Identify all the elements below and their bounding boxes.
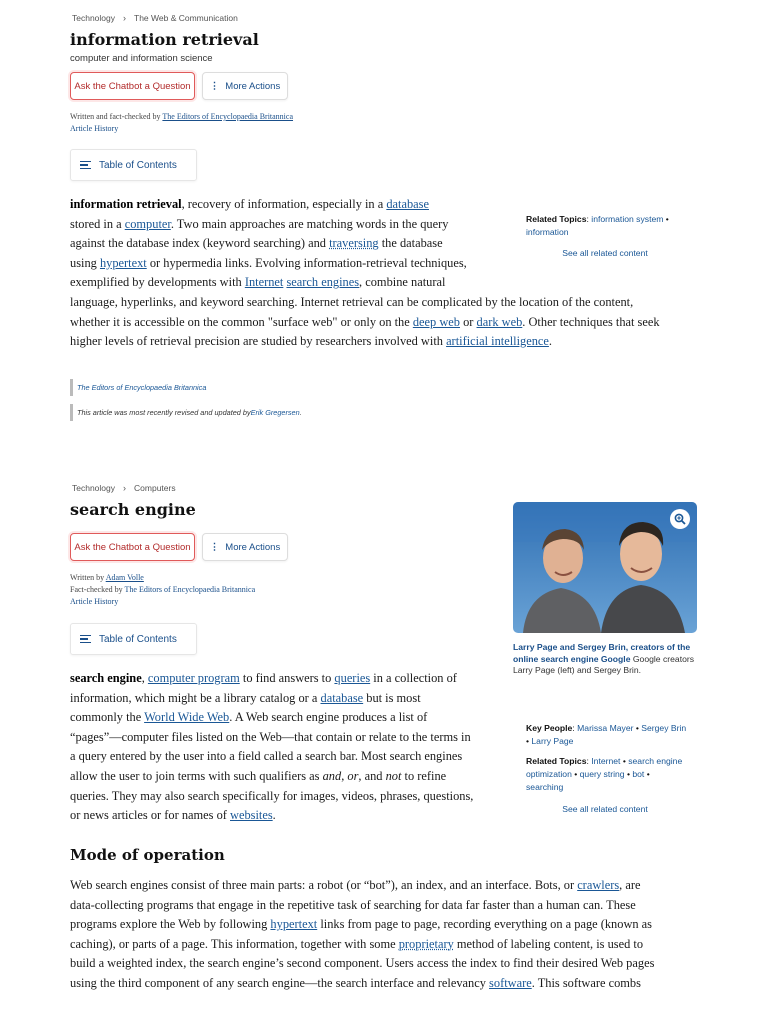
ask-chatbot-label: Ask the Chatbot a Question [74,80,191,92]
related-link-seo[interactable]: search engine optimization [526,756,683,779]
link-computer-program[interactable]: computer program [147,671,240,685]
person-link-sergey-brin[interactable]: Sergey Brin [641,723,687,733]
table-of-contents-button-2[interactable] [70,623,197,655]
related-link-searching[interactable]: searching [526,782,564,792]
byline-2 [70,572,255,608]
caption-title: Larry Page and Sergey Brin, creators of the online search engine Google [513,642,691,664]
page-subtitle: computer and information science [70,53,213,64]
page-title: information retrieval [70,30,259,49]
link-database-2[interactable]: database [320,690,364,705]
written-label: Written by [70,573,105,582]
see-all-related-link-2[interactable]: See all related content [562,804,648,814]
related-topics-label: Related Topics [526,756,587,766]
link-queries[interactable]: queries [334,671,371,685]
link-dark-web[interactable]: dark web [476,314,523,329]
link-proprietary[interactable]: proprietary [398,936,454,951]
toc-label: Table of Contents [99,633,177,645]
article-history-link[interactable]: Article History [70,124,119,133]
related-topics: Related Topics: information system • information [526,214,669,237]
link-computer[interactable]: computer [124,216,171,231]
more-vertical-icon: ⋮ [209,541,220,553]
lead-term: information retrieval [70,197,182,211]
link-search-engines[interactable]: search engines [286,275,360,290]
see-all-related-link[interactable]: See all related content [562,248,648,258]
related-link-query-string[interactable]: query string [579,769,625,779]
fact-checker-link[interactable]: The Editors of Encyclopaedia Britannica [124,585,256,594]
toc-label: Table of Contents [99,159,177,171]
photo-caption [513,642,699,677]
revision-note: This article was most recently revised and updated by Erik Gregersen . [70,404,477,421]
link-software[interactable]: software [489,975,532,990]
person-link-marissa-mayer[interactable]: Marissa Mayer [577,723,634,733]
section-heading: Mode of operation [70,846,225,864]
link-hypertext-2[interactable]: hypertext [270,917,318,932]
person-link-larry-page[interactable]: Larry Page [531,736,574,746]
key-people-label: Key People [526,723,573,733]
link-internet[interactable]: Internet [244,275,284,290]
chevron-right-icon: › [123,13,127,23]
contributor-link[interactable]: The Editors of Encyclopaedia Britannica [77,383,207,392]
link-database[interactable]: database [386,197,429,211]
lead-term-2: search engine [70,671,142,685]
related-link-internet[interactable]: Internet [591,756,621,766]
link-traversing[interactable]: traversing [329,236,379,251]
breadcrumb-technology[interactable]: Technology [72,13,116,23]
author-link-adam-volle[interactable]: Adam Volle [105,573,144,582]
reviser-link[interactable]: Erik Gregersen [250,408,300,417]
breadcrumb-web-communication[interactable]: The Web & Communication [134,13,238,23]
breadcrumb-computers[interactable]: Computers [134,483,176,493]
chevron-right-icon: › [123,483,127,493]
breadcrumb-2 [72,483,176,493]
mode-of-operation-paragraph: Web search engines consist of three main parts: a robot (or “bot”), an index, and an interface. Bots, or crawlers, are data-collecting programs that engage in the repetitive task of searching for data far faster than a human can. These programs explore the Web by following hypertext links from page to page, recording everything on a page (known as caching), or parts of a page. This information, together with some proprietary method of labeling content, is used to build a weighted index, the search engine’s second component. Users access the index to find their desired Web pages using the third component of any search engine—the search interface and relevancy software. This software combs [70,878,655,990]
link-websites[interactable]: websites [230,808,273,823]
revision-text: This article was most recently revised and updated by [77,408,251,417]
breadcrumb-technology-2[interactable]: Technology [72,483,116,493]
more-actions-label: More Actions [225,80,281,92]
author-link[interactable]: The Editors of Encyclopaedia Britannica [162,112,294,121]
more-actions-button-2[interactable] [202,533,288,561]
list-icon [80,633,91,646]
founders-photo[interactable] [513,502,697,633]
article-history-link-2[interactable]: Article History [70,597,119,606]
related-link-information[interactable]: information [526,227,569,237]
related-topics-2: Related Topics: Internet • search engine optimization • query string • bot • searching [526,756,683,792]
more-actions-button[interactable] [202,72,288,100]
link-world-wide-web[interactable]: World Wide Web [144,710,230,725]
breadcrumb [72,13,238,23]
more-actions-label: More Actions [225,541,281,553]
more-vertical-icon: ⋮ [209,80,220,92]
list-icon [80,159,91,172]
byline [70,111,293,135]
link-crawlers[interactable]: crawlers [577,878,620,892]
contributor-note [70,379,377,396]
ask-chatbot-button-2[interactable] [70,533,195,561]
fact-checked-label: Fact-checked by [70,585,123,594]
written-label: Written and fact-checked by [70,112,161,121]
key-people: Key People: Marissa Mayer • Sergey Brin • Larry Page [526,723,687,746]
ask-chatbot-label: Ask the Chatbot a Question [74,541,191,553]
zoom-icon[interactable] [670,509,690,529]
link-artificial-intelligence[interactable]: artificial intelligence [446,334,549,349]
related-topics-label: Related Topics [526,214,587,224]
caption-text: Google creators Larry Page (left) and Sergey Brin. [513,653,695,676]
link-hypertext[interactable]: hypertext [99,255,147,270]
related-link-bot[interactable]: bot [632,769,645,779]
article-paragraph: information retrieval, recovery of information, especially in a database stored in a computer. Two main approaches are matching words in the query against the database index (keyword searching) and traversing the database using hypertext or hypermedia links. Evolving information-retrieval techniques, exemplified by developments with Internet search engines, combine natural language, hyperlinks, and keyword searching. Internet retrieval can be complicated by the location of the content, whether it is accessible on the common "surface web" or only on the deep web or dark web. Other techniques that seek higher levels of retrieval precision are studied by researchers involved with artificial intelligence. [70,197,660,349]
table-of-contents-button[interactable] [70,149,197,181]
link-deep-web[interactable]: deep web [412,314,460,329]
article-paragraph-2: search engine, computer program to find answers to queries in a collection of information, which might be a library catalog or a database but is most commonly the World Wide Web. A Web search engine produces a list of “pages”—computer files listed on the Web—that contain or relate to the terms in a query entered by the user into a field called a search bar. Most search engines allow the user to join terms with such qualifiers as and, or, and not to refine queries. They may also search specifically for images, videos, phrases, questions, or news articles or for names of websites. [70,671,474,823]
page-title-2: search engine [70,500,196,519]
related-link-information-system[interactable]: information system [591,214,664,224]
ask-chatbot-button[interactable] [70,72,195,100]
